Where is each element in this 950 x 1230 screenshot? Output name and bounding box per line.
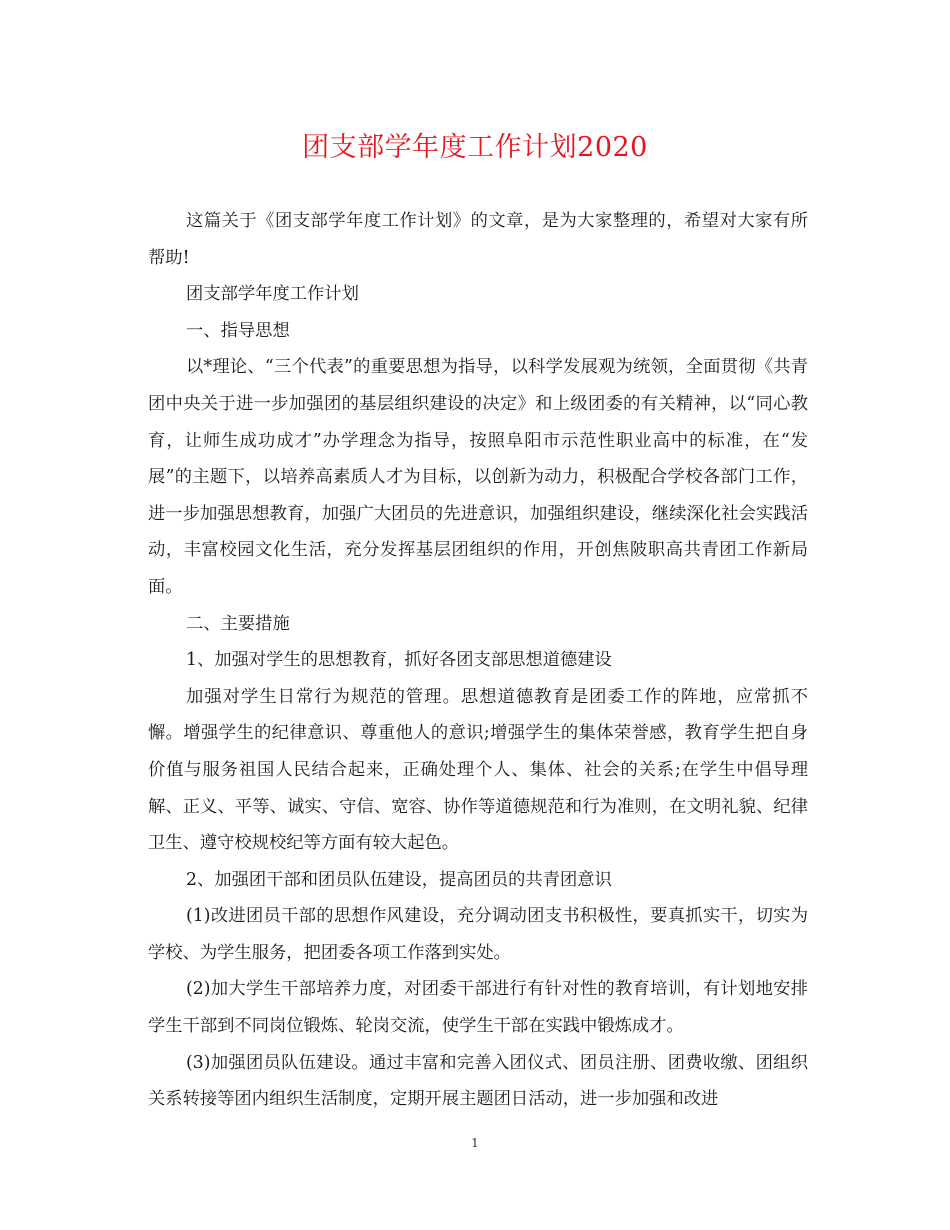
page-number: 1 — [471, 1136, 479, 1150]
ideological-education-paragraph: 加强对学生日常行为规范的管理。思想道德教育是团委工作的阵地，应常抓不懈。增强学生的纪律意识、尊重他人的意识;增强学生的集体荣誉感，教育学生把自身价值与服务祖国人民结合起来，正确处理个人、集体、社会的关系;在学生中倡导理解、正义、平等、诚实、守信、宽容、协作等道德规范和行为准则，在文明礼貌、纪律卫生、遵守校规校纪等方面有较大起色。 — [148, 686, 808, 854]
list-item-2: (2)加大学生干部培养力度，对团委干部进行有针对性的教育培训，有计划地安排学生干部到不同岗位锻炼、轮岗交流，使学生干部在实践中锻炼成才。 — [148, 979, 808, 1037]
section-heading-main-measures: 二、主要措施 — [186, 613, 290, 634]
intro-paragraph: 这篇关于《团支部学年度工作计划》的文章，是为大家整理的，希望对大家有所帮助! — [148, 211, 808, 268]
list-item-1: (1)改进团员干部的思想作风建设，充分调动团支书积极性，要真抓实干，切实为学校、为学生服务，把团委各项工作落到实处。 — [148, 906, 808, 963]
document-title: 团支部学年度工作计划2020 — [302, 132, 648, 163]
subheading-ideological-education: 1、加强对学生的思想教育，抓好各团支部思想道德建设 — [186, 650, 612, 671]
list-item-3: (3)加强团员队伍建设。通过丰富和完善入团仪式、团员注册、团费收缴、团组织关系转接等团内组织生活制度，定期开展主题团日活动，进一步加强和改进 — [148, 1052, 808, 1110]
subheading-cadre-building: 2、加强团干部和团员队伍建设，提高团员的共青团意识 — [186, 869, 612, 890]
section-heading-guiding-ideology: 一、指导思想 — [186, 320, 290, 341]
document-body — [148, 203, 808, 1118]
guiding-ideology-paragraph: 以*理论、“三个代表”的重要思想为指导，以科学发展观为统领，全面贯彻《共青团中央关于进一步加强团的基层组织建设的决定》和上级团委的有关精神，以“同心教育，让师生成功成才”办学理念为指导，按照阜阳市示范性职业高中的标准，在“发展”的主题下，以培养高素质人才为目标，以创新为动力，积极配合学校各部门工作，进一步加强思想教育，加强广大团员的先进意识，加强组织建设，继续深化社会实践活动，丰富校园文化生活，充分发挥基层团组织的作用，开创焦陂职高共青团工作新局面。 — [148, 357, 808, 597]
plan-heading: 团支部学年度工作计划 — [186, 284, 359, 305]
